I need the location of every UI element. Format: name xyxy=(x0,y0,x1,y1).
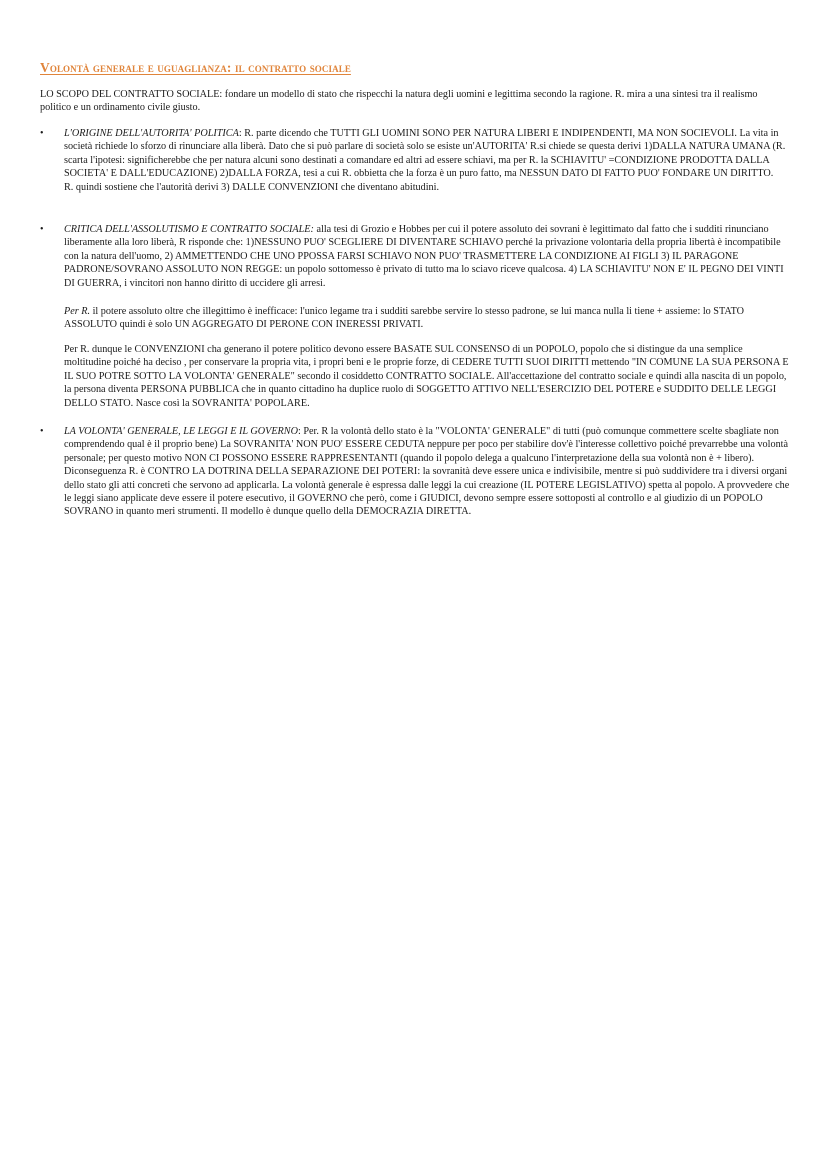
section-body: : Per. R la volontà dello stato è la "VOLONTA' GENERALE" di tutti (può comunque commettere scelte sbagliate non comprendendo qual è il proprio bene) La SOVRANITA' NON PUO' ESSERE CEDUTA neppure per poco per stabilire dov'è l'interesse collettivo poiché prevarrebbe una volontà personale; per questo motivo NON CI POSSONO ESSERE RAPPRESENTANTI (quando il popolo delega a qualcuno l'interpretazione della sua volontà non è + libero). Diconseguenza R. è CONTRO LA DOTRINA DELLA SEPARAZIONE DEI POTERI: la sovranità deve essere unica e indivisibile, mentre si può suddividere tra i diversi organi dello stato gli atti concreti che servono ad applicarla. La volontà generale è espressa dalle leggi la cui creazione (IL POTERE LEGISLATIVO) spetta al popolo. A provvedere che le leggi siano applicate deve essere il potere esecutivo, il GOVERNO che però, come i GIUDICI, devono sempre essere sottoposti al controllo e al giudizio di un POPOLO SOVRANO in quanto meri strumenti. Il modello è dunque quello della DEMOCRAZIA DIRETTA. xyxy=(64,426,790,518)
section-volonta-generale xyxy=(40,425,790,519)
document-title: Volontà generale e uguaglianza: il contratto sociale xyxy=(40,60,351,75)
section-critica-assolutismo xyxy=(40,223,790,290)
section-paragraph xyxy=(64,127,790,194)
section-heading: LA VOLONTA' GENERALE, LE LEGGI E IL GOVERNO xyxy=(64,426,298,437)
section-body: : R. parte dicendo che TUTTI GLI UOMINI SONO PER NATURA LIBERI E INDIPENDENTI, MA NON SOCIEVOLI. La vita in società richiede lo sforzo di rinunciare alla liberà. Dato che si può parlare di società solo se esiste un'AUTORITA' R.si chiede se questa derivi 1)DALLA NATURA UMANA (R. scarta l'ipotesi: significherebbe che per natura alcuni sono destinati a comandare ed altri ad essere schiavi, ma per R. la SCHIAVITU' =CONDIZIONE PRODOTTA DALLA SOCIETA' E DALL'EDUCAZIONE) 2)DALLA FORZA, tesi a cui R. obbietta che la forza è un puro fatto, ma NESSUN DATO DI FATTO PUO' FONDARE UN DIRITTO. xyxy=(64,128,786,180)
bullet-icon: • xyxy=(40,426,44,437)
sub-body: il potere assoluto oltre che illegittimo è inefficace: l'unico legame tra i sudditi sarebbe servire lo stesso padrone, se lui manca nulla li tiene + assieme: lo STATO ASSOLUTO quindi è solo UN AGGREGATO DI PERONE CON INERESSI PRIVATI. xyxy=(64,306,744,331)
section-paragraph xyxy=(64,223,790,290)
section-heading: L'ORIGINE DELL'AUTORITA' POLITICA xyxy=(64,128,239,139)
intro-paragraph: LO SCOPO DEL CONTRATTO SOCIALE: fondare un modello di stato che rispecchi la natura degli uomini e legittima secondo la ragione. R. mira a una sintesi tra il realismo politico e un ordinamento civile giusto. xyxy=(40,89,758,113)
section-origine-autorita xyxy=(40,127,790,194)
section-heading: CRITICA DELL'ASSOLUTISMO E CONTRATTO SOCIALE: xyxy=(64,224,314,235)
sub-paragraph-convenzioni: Per R. dunque le CONVENZIONI cha generano il potere politico devono essere BASATE SUL CONSENSO di un POPOLO, popolo che si distingue da una semplice moltitudine poiché ha deciso , per conservare la propria vita, i propri beni e le proprie forze, di CEDERE TUTTI SUOI DIRITTI mettendo "IN COMUNE LA SUA PERSONA E IL SUO POTRE SOTTO LA VOLONTA' GENERALE" secondo il cosiddetto CONTRATTO SOCIALE. All'accettazione del contratto sociale e quindi alla nascita di un popolo, la persona diventa PERSONA PUBBLICA che in quanto cittadino ha duplice ruolo di SOGGETTO ATTIVO NELL'ESERCIZIO DEL POTERE e SUDDITO DELLE LEGGI DELLO STATO. Nasce così la SOVRANITA' POPOLARE. xyxy=(64,344,789,409)
bullet-icon: • xyxy=(40,224,44,235)
bullet-icon: • xyxy=(40,128,44,139)
section-body: alla tesi di Grozio e Hobbes per cui il potere assoluto dei sovrani è legittimato dal fatto che i sudditi rinunciano liberamente alla loro liberà, R risponde che: 1)NESSUNO PUO' SCEGLIERE DI DIVENTARE SCHIAVO perché la privazione volontaria della propria libertà è incompatibile con la natura dell'uomo, 2) AMMETTENDO CHE UNO PPOSSA FARSI SCHIAVO NON PUO' TRASMETTERE LA CONDIZIONE AI FIGLI 3) IL PARAGONE PADRONE/SOVRANO ASSOLUTO NON REGGE: un popolo sottomesso è privato di tutto ma lo sciavo riceve qualcosa. 4) LA SCHIAVITU' NON E' IL PEGNO DEI VINTI DI GUERRA, i vincitori non hanno diritto di uccidere gli arresi. xyxy=(64,224,784,289)
section-paragraph xyxy=(64,425,790,519)
sub-paragraph-potere-assoluto xyxy=(64,305,790,332)
section-body-cont: R. quindi sostiene che l'autorità derivi 3) DALLE CONVENZIONI che diventano abitudini. xyxy=(64,181,440,193)
sub-lead: Per R. xyxy=(64,306,91,317)
